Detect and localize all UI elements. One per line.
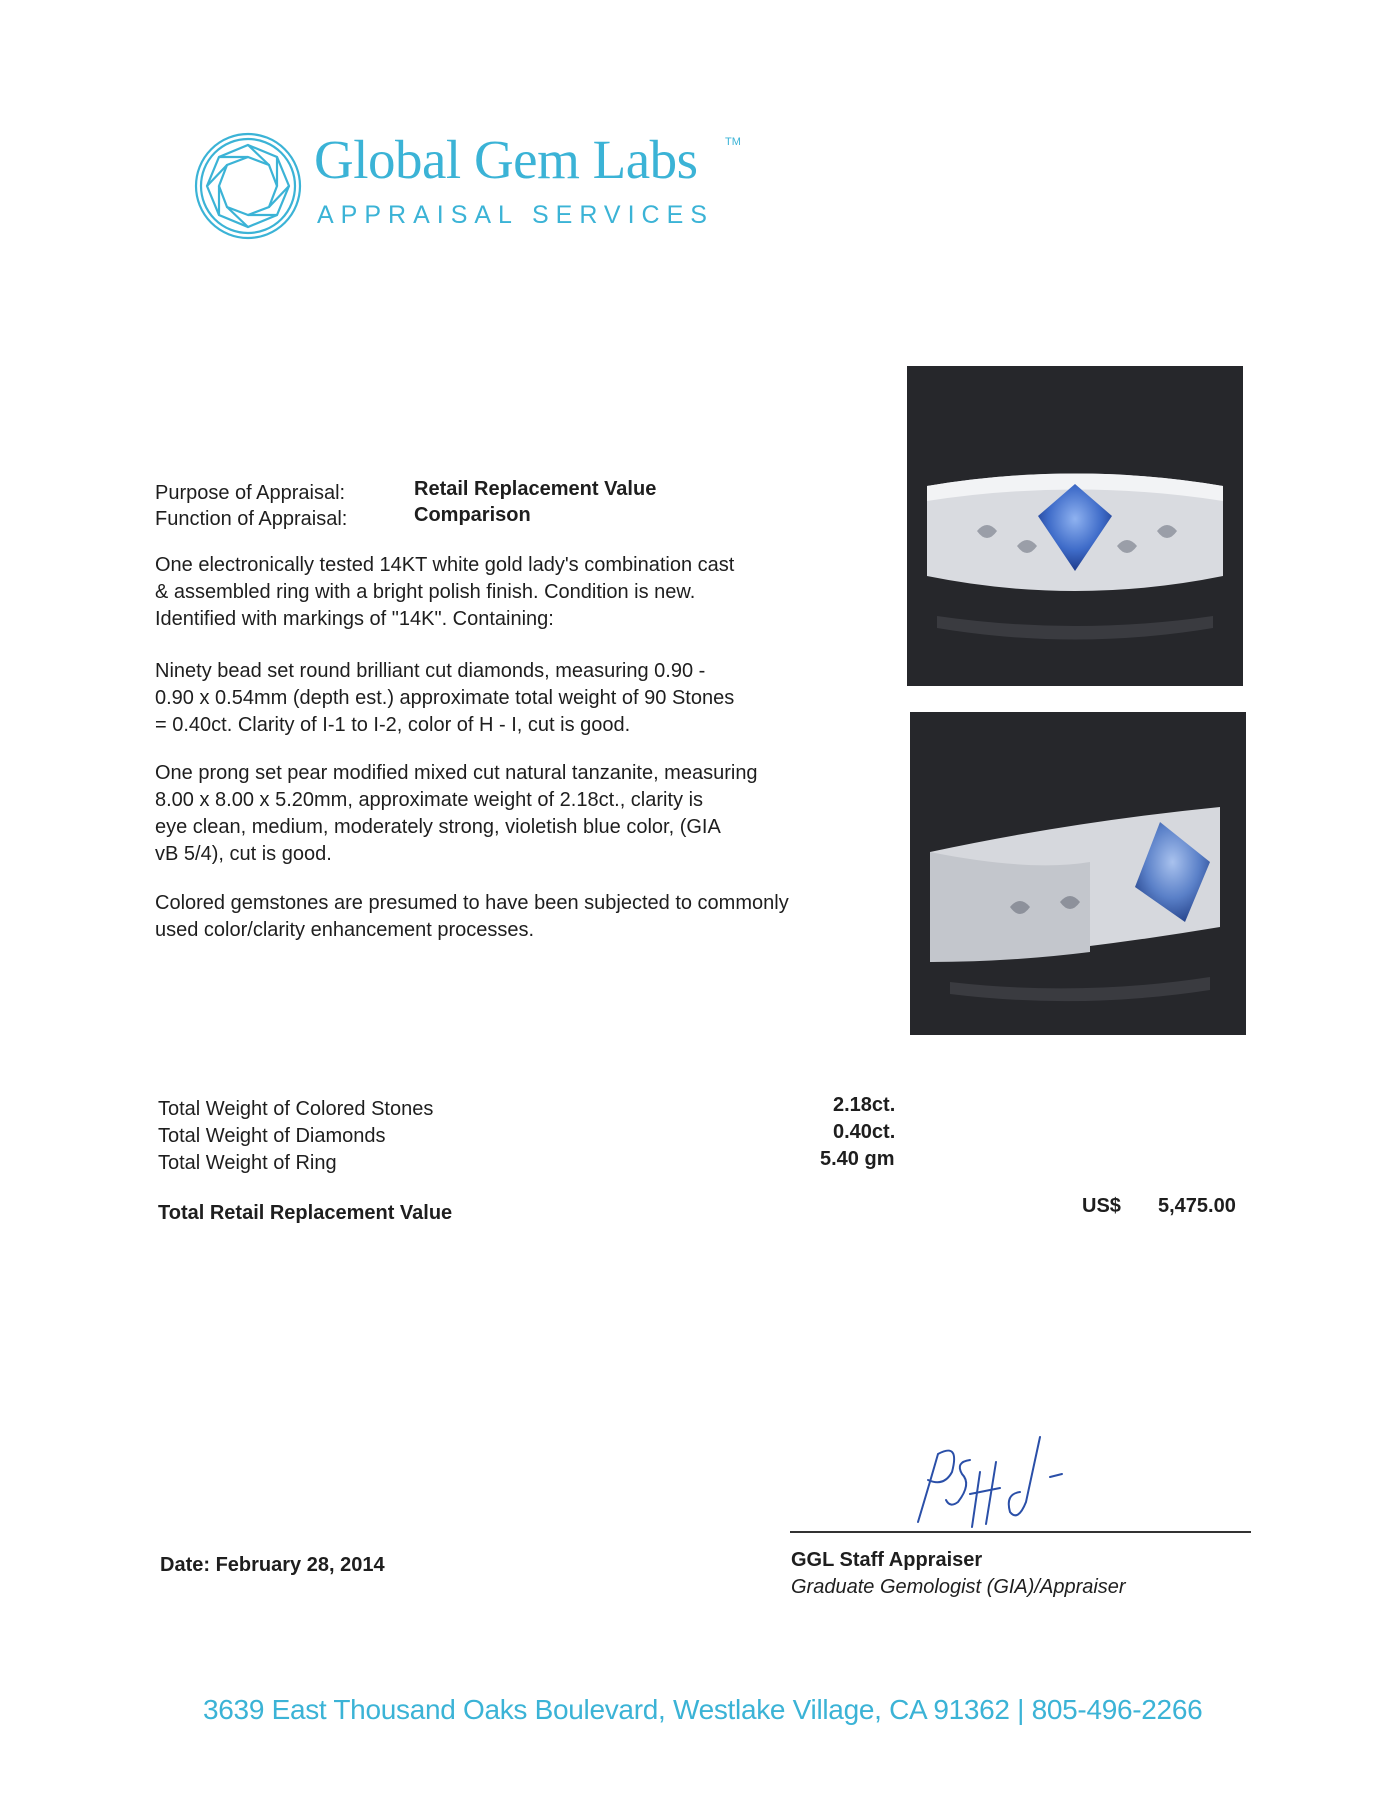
- ring-photo-side: [910, 712, 1246, 1035]
- total-ring-weight-value: 5.40 gm: [820, 1148, 895, 1170]
- description-paragraph-diamonds: [155, 658, 734, 739]
- appraisal-date: Date: February 28, 2014: [160, 1554, 385, 1576]
- appraiser-name: GGL Staff Appraiser: [791, 1549, 983, 1571]
- text-line: used color/clarity enhancement processes.: [155, 919, 535, 941]
- description-paragraph-metal: [155, 552, 734, 633]
- text-line: vB 5/4), cut is good.: [155, 843, 332, 865]
- appraiser-title: Graduate Gemologist (GIA)/Appraiser: [791, 1576, 1126, 1598]
- total-colored-stones-label: Total Weight of Colored Stones: [158, 1098, 434, 1120]
- text-line: One electronically tested 14KT white gold lady's combination cast: [155, 554, 735, 576]
- text-line: 8.00 x 8.00 x 5.20mm, approximate weight of 2.18ct., clarity is: [155, 789, 704, 811]
- total-diamonds-label: Total Weight of Diamonds: [158, 1125, 386, 1147]
- brand-subtitle: APPRAISAL SERVICES: [317, 201, 714, 229]
- purpose-label: Purpose of Appraisal:: [155, 482, 346, 504]
- text-line: & assembled ring with a bright polish finish. Condition is new.: [155, 581, 696, 603]
- footer-address: 3639 East Thousand Oaks Boulevard, Westlake Village, CA 91362 | 805-496-2266: [203, 1694, 1203, 1725]
- total-value-label: Total Retail Replacement Value: [158, 1202, 453, 1224]
- description-paragraph-enhancement: [155, 890, 789, 944]
- appraiser-signature: [900, 1432, 1100, 1532]
- brand-name: Global Gem Labs: [314, 129, 698, 190]
- text-line: = 0.40ct. Clarity of I-1 to I-2, color of H - I, cut is good.: [155, 714, 631, 736]
- text-line: Identified with markings of "14K". Containing:: [155, 608, 554, 630]
- text-line: Colored gemstones are presumed to have been subjected to commonly: [155, 892, 789, 914]
- total-ring-weight-label: Total Weight of Ring: [158, 1152, 337, 1174]
- total-colored-stones-value: 2.18ct.: [833, 1094, 896, 1116]
- total-diamonds-value: 0.40ct.: [833, 1121, 896, 1143]
- function-value: Comparison: [414, 504, 531, 526]
- signature-line: [790, 1531, 1251, 1533]
- description-paragraph-tanzanite: [155, 760, 758, 868]
- total-value-amount: 5,475.00: [1158, 1195, 1236, 1217]
- text-line: eye clean, medium, moderately strong, violetish blue color, (GIA: [155, 816, 721, 838]
- total-value-currency: US$: [1082, 1195, 1121, 1217]
- text-line: One prong set pear modified mixed cut natural tanzanite, measuring: [155, 762, 758, 784]
- trademark: TM: [725, 136, 741, 148]
- gem-logo-icon: [193, 131, 303, 241]
- ring-photo-front: [907, 366, 1243, 686]
- text-line: 0.90 x 0.54mm (depth est.) approximate total weight of 90 Stones: [155, 687, 735, 709]
- text-line: Ninety bead set round brilliant cut diamonds, measuring 0.90 -: [155, 660, 706, 682]
- function-label: Function of Appraisal:: [155, 508, 348, 530]
- purpose-value: Retail Replacement Value: [414, 478, 657, 500]
